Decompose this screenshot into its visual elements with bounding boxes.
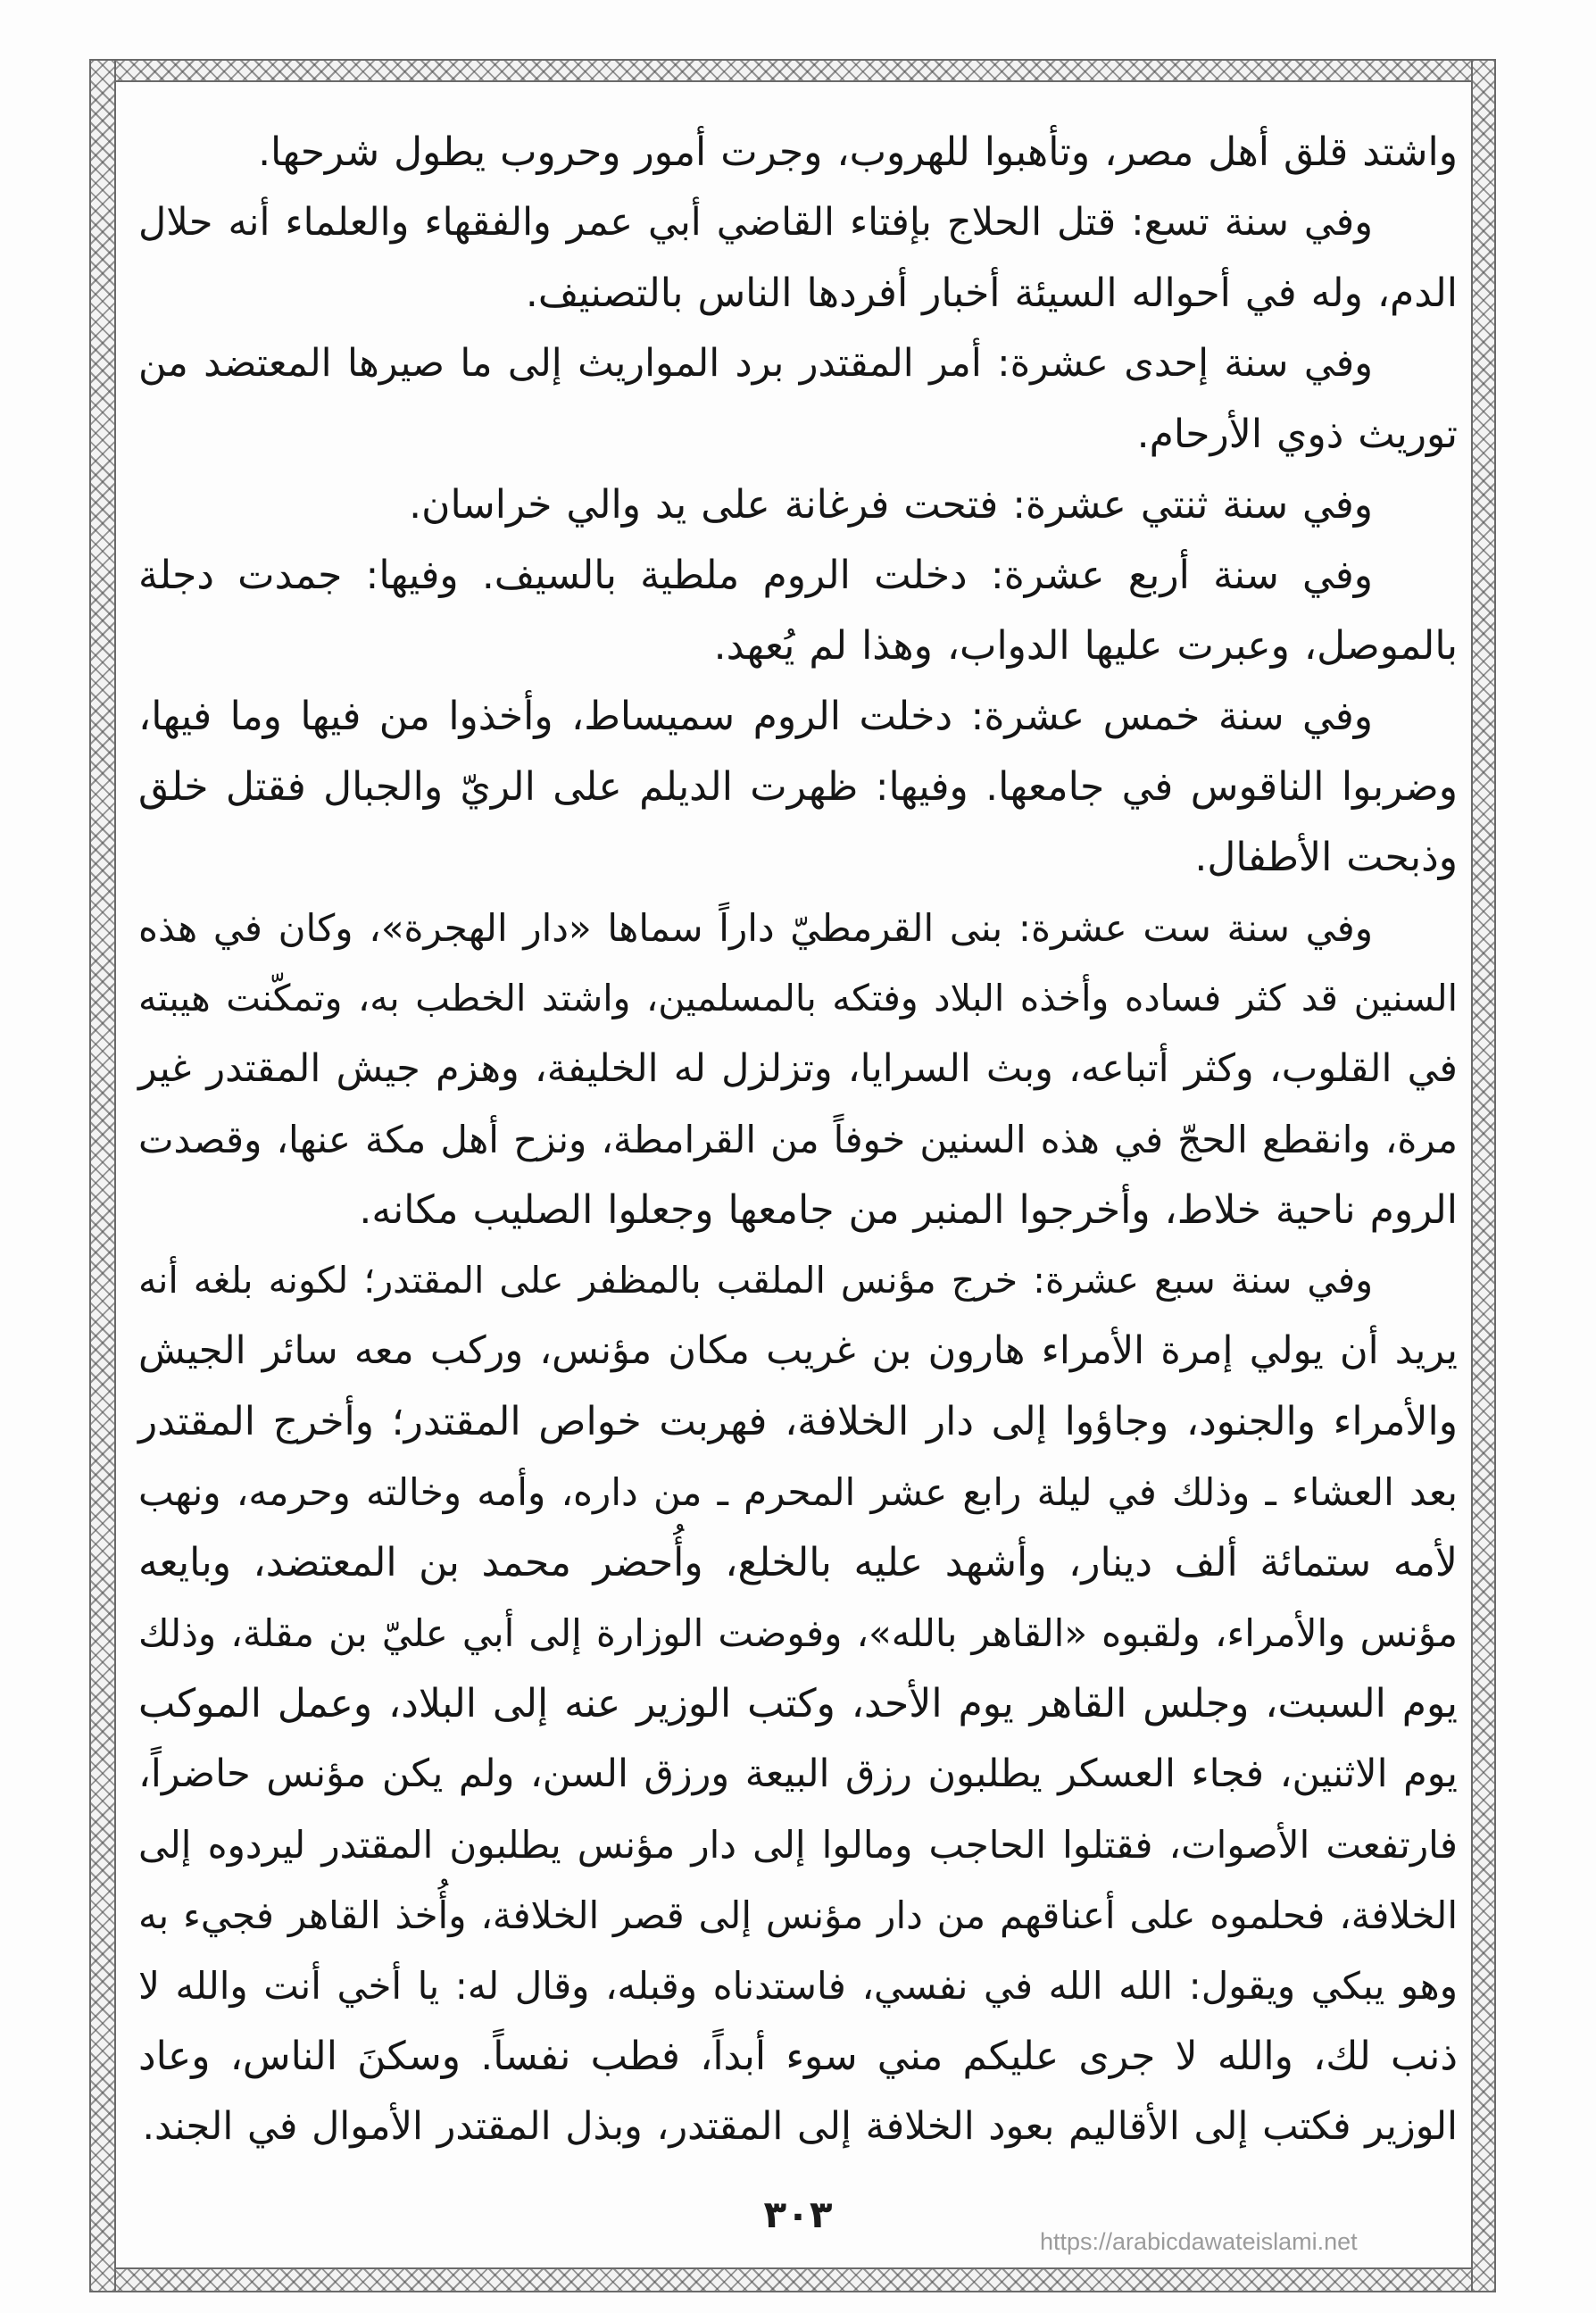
text-line: لأمه ستمائة ألف دينار، وأشهد عليه بالخلع، وأُحضر محمد بن المعتضد، وبايعه [138,1540,1458,1585]
text-line: يوم الاثنين، فجاء العسكر يطلبون رزق البيعة ورزق السن، ولم يكن مؤنس حاضراً، [138,1751,1458,1796]
decorative-border-right [1471,59,1496,2292]
decorative-border-top [91,59,1496,82]
decorative-border-left [89,59,116,2292]
watermark-url: https://arabicdawateislami.net [1040,2228,1358,2255]
text-line: بالموصل، وعبرت عليها الدواب، وهذا لم يُعهد. [713,623,1458,669]
decorative-border-bottom [91,2267,1496,2292]
text-line: الخلافة، فحلموه على أعناقهم من دار مؤنس إلى قصر الخلافة، وأُخذ القاهر فجيء به [138,1893,1458,1937]
text-line: وذبحت الأطفال. [1194,835,1458,880]
paragraph [138,540,1458,681]
text-line: يوم السبت، وجلس القاهر يوم الأحد، وكتب الوزير عنه إلى البلاد، وعمل الموكب [138,1681,1458,1726]
paragraph [138,117,1458,187]
text-line: وفي سنة ثنتي عشرة: فتحت فرغانة على يد والي خراسان. [409,482,1373,528]
text-line: بعد العشاء ـ وذلك في ليلة رابع عشر المحرم ـ من داره، وأمه وخالته وحرمه، ونهب [138,1470,1458,1514]
page-number: ٣٠٣ [763,2192,833,2236]
text-line: وفي سنة خمس عشرة: دخلت الروم سميساط، وأخذوا من فيها وما فيها، [138,694,1373,739]
paragraph [138,681,1458,893]
text-line: وفي سنة سبع عشرة: خرج مؤنس الملقب بالمظفر على المقتدر؛ لكونه بلغه أنه [138,1259,1373,1302]
text-line: ذنب لك، والله لا جرى عليكم مني سوء أبداً، فطب نفساً. وسكنَ الناس، وعاد [138,2034,1458,2079]
text-line: وفي سنة أربع عشرة: دخلت الروم ملطية بالسيف. وفيها: جمدت دجلة [138,553,1373,598]
text-line: وفي سنة تسع: قتل الحلاج بإفتاء القاضي أبي عمر والفقهاء والعلماء أنه حلال [138,200,1373,245]
text-line: وفي سنة إحدى عشرة: أمر المقتدر برد المواريث إلى ما صيرها المعتضد من [138,341,1373,386]
text-line: الوزير فكتب إلى الأقاليم بعود الخلافة إلى المقتدر، وبذل المقتدر الأموال في الجند. [142,2104,1458,2149]
text-line: والأمراء والجنود، وجاؤوا إلى دار الخلافة، فهربت خواص المقتدر؛ وأخرج المقتدر [138,1399,1458,1444]
text-line: مؤنس والأمراء، ولقبوه «القاهر بالله»، وفوضت الوزارة إلى أبي عليّ بن مقلة، وذلك [138,1611,1458,1655]
text-line: في القلوب، وكثر أتباعه، وبث السرايا، وتزلزل له الخليفة، وهزم جيش المقتدر غير [138,1046,1458,1091]
paragraph [138,470,1458,540]
paragraph [138,187,1458,329]
paragraph [138,893,1458,1245]
body-text [138,117,1458,2162]
text-line: السنين قد كثر فساده وأخذه البلاد وفتكه بالمسلمين، واشتد الخطب به، وتمكّنت هيبته [138,977,1458,1019]
text-line: واشتد قلق أهل مصر، وتأهبوا للهروب، وجرت أمور وحروب يطول شرحها. [258,129,1458,175]
text-line: وهو يبكي ويقول: الله الله في نفسي، فاستدناه وقبله، وقال له: يا أخي أنت والله لا [138,1964,1458,2008]
text-line: وضربوا الناقوس في جامعها. وفيها: ظهرت الديلم على الريّ والجبال فقتل خلق [138,764,1458,810]
text-line: يريد أن يولي إمرة الأمراء هارون بن غريب مكان مؤنس، وركب معه سائر الجيش [138,1328,1458,1373]
text-line: فارتفعت الأصوات، فقتلوا الحاجب ومالوا إلى دار مؤنس يطلبون المقتدر ليردوه إلى [138,1823,1458,1867]
text-line: الدم، وله في أحواله السيئة أخبار أفردها الناس بالتصنيف. [525,270,1458,316]
paragraph [138,1245,1458,2162]
text-line: توريث ذوي الأرحام. [1136,412,1458,457]
text-line: الروم ناحية خلاط، وأخرجوا المنبر من جامعها وجعلوا الصليب مكانه. [359,1187,1458,1233]
paragraph [138,329,1458,470]
text-line: وفي سنة ست عشرة: بنى القرمطيّ داراً سماها «دار الهجرة»، وكان في هذه [138,906,1373,950]
text-line: مرة، وانقطع الحجّ في هذه السنين خوفاً من القرامطة، ونزح أهل مكة عنها، وقصدت [138,1118,1458,1161]
